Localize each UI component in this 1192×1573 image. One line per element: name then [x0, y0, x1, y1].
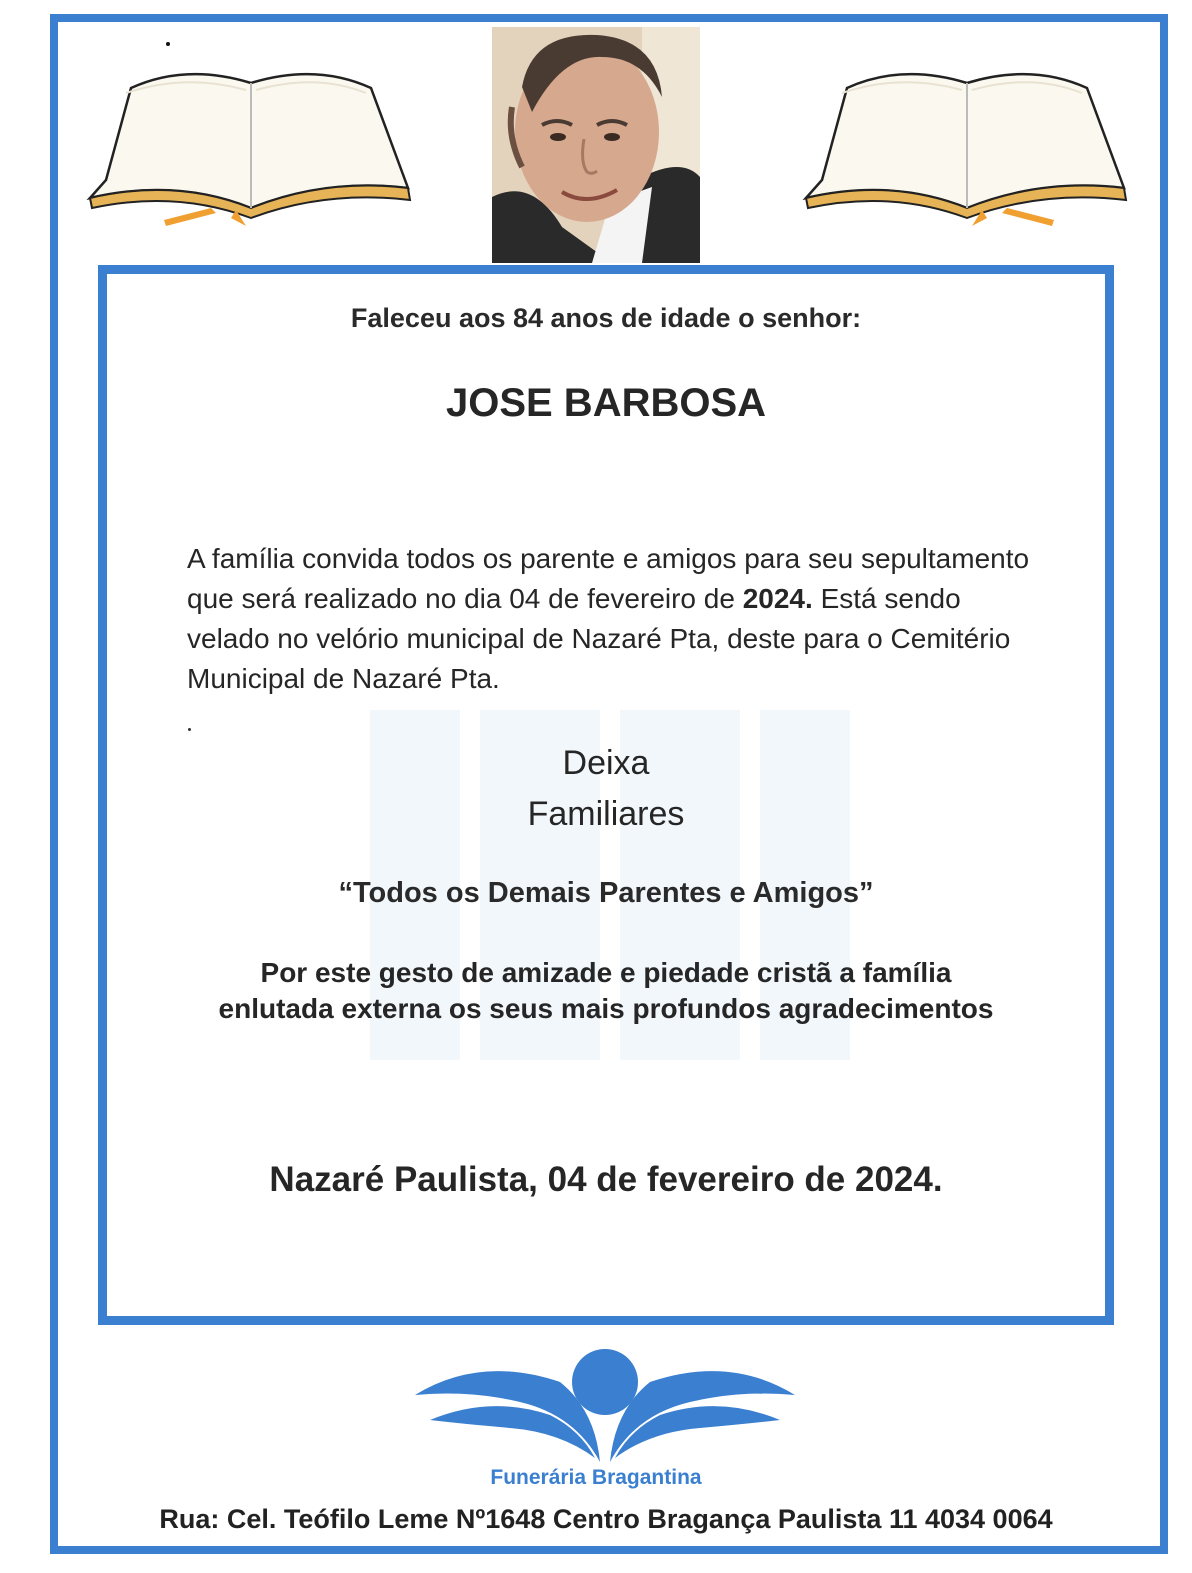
thanks-text: [98, 955, 1114, 1027]
intro-text: Faleceu aos 84 anos de idade o senhor:: [350, 303, 862, 333]
funeral-home-logo: [410, 1340, 800, 1465]
open-book-icon: [86, 58, 416, 233]
familiares-label: Familiares: [527, 795, 685, 833]
deixa-label: Deixa: [562, 744, 650, 782]
paragraph-tail: Está sendo velado no velório municipal de Nazaré Pta, deste para o Cemitério Municipal de Nazaré Pta.: [187, 583, 1011, 694]
deceased-name: JOSE BARBOSA: [445, 381, 767, 425]
open-book-icon: [802, 58, 1132, 233]
thanks-line-1: Por este gesto de amizade e piedade cristã a família: [260, 957, 952, 988]
portrait-photo: [492, 27, 700, 263]
company-name: Funerária Bragantina: [490, 1466, 702, 1489]
paragraph-lead: A família convida todos os parente e amigos para seu sepultamento que será realizado no dia 04 de fevereiro de: [187, 543, 1030, 614]
paragraph-year: 2024.: [742, 583, 813, 614]
demais-quote: “Todos os Demais Parentes e Amigos”: [338, 877, 874, 909]
company-address: Rua: Cel. Teófilo Leme Nº1648 Centro Bragança Paulista 11 4034 0064: [159, 1504, 1053, 1534]
stray-dot: [188, 728, 191, 731]
burial-paragraph: [187, 539, 1047, 699]
place-date: Nazaré Paulista, 04 de fevereiro de 2024.: [269, 1160, 943, 1199]
thanks-line-2: enlutada externa os seus mais profundos agradecimentos: [218, 993, 994, 1024]
